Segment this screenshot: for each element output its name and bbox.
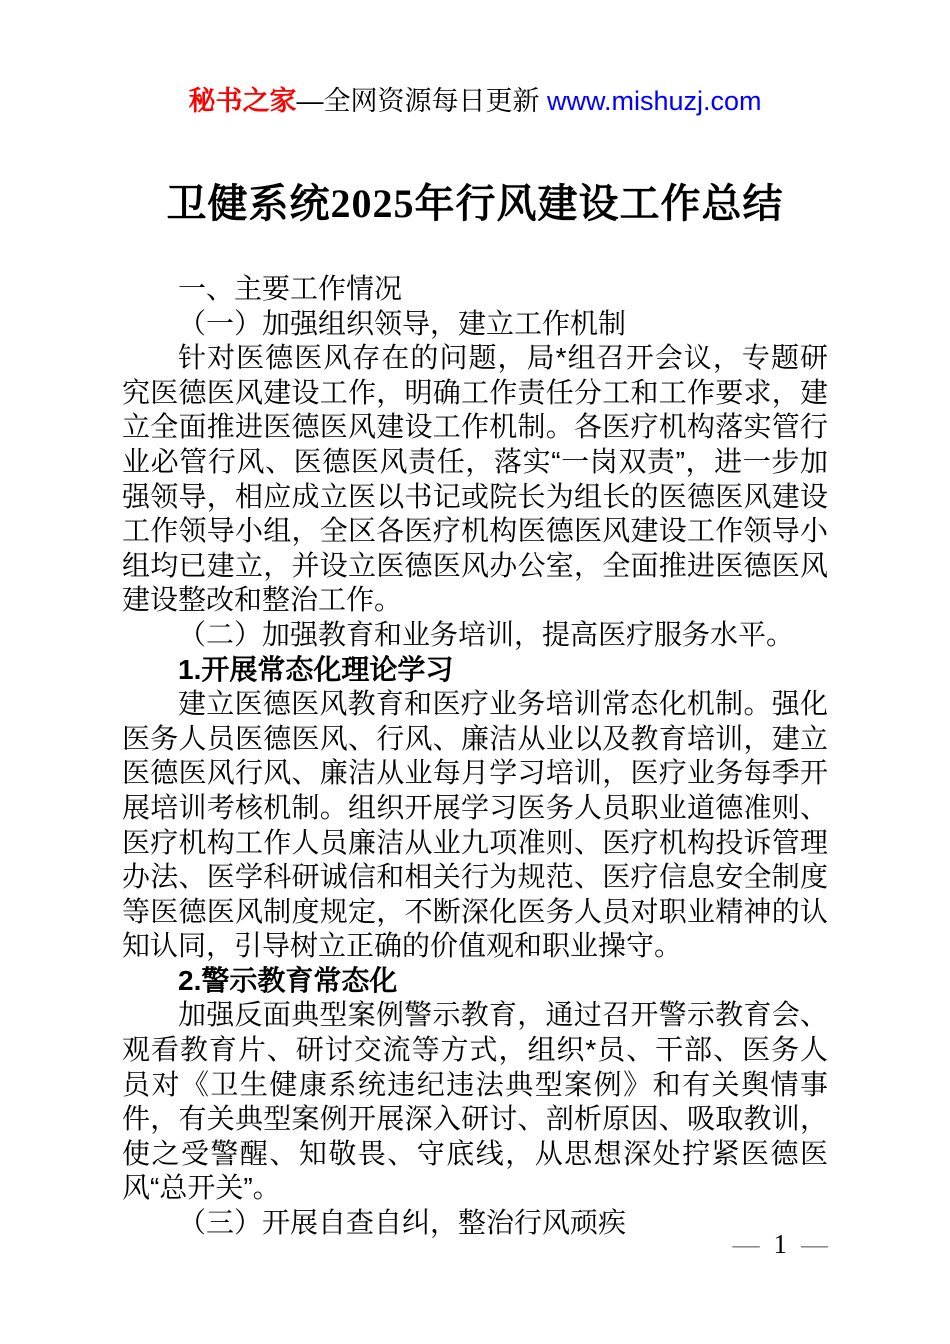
section-heading-1: 一、主要工作情况 [178,273,403,304]
numbered-heading-1: 1.开展常态化理论学习 [178,653,454,685]
paragraph-body-1: 针对医德医风存在的问题，局*组召开会议，专题研究医德医风建设工作，明确工作责任分工和工作要求，建立全面推进医德医风建设工作机制。各医疗机构落实管行业必管行风、医德医风责任，落实“一岗双责”，进一步加强领导，相应成立医以书记或院长为组长的医德医风建设工作领导小组，全区各医疗机构医德医风建设工作领导小组均已建立，并设立医德医风办公室，全面推进医德医风建设整改和整治工作。 [122,342,828,616]
numbered-heading-2: 2.警示教育常态化 [178,964,398,996]
subsection-heading-1-2: （二）加强教育和业务培训，提高医疗服务水平。 [178,618,795,650]
document-body [122,272,828,1241]
document-title: 卫健系统2025年行风建设工作总结 [166,181,784,226]
brand-name: 秘书之家 [188,86,297,116]
page-number-dash-right: — [801,1229,828,1259]
paragraph-body-3: 加强反面典型案例警示教育，通过召开警示教育会、观看教育片、研讨交流等方式，组织*员、干部、医务人员对《卫生健康系统违纪违法典型案例》和有关舆情事件，有关典型案例开展深入研讨、剖析原因、吸取教训，使之受警醒、知敬畏、守底线，从思想深处拧紧医德医风“总开关”。 [122,999,828,1204]
paragraph-body-2: 建立医德医风教育和医疗业务培训常态化机制。强化医务人员医德医风、行风、廉洁从业以及教育培训，建立医德医风行风、廉洁从业每月学习培训，医疗业务每季开展培训考核机制。组织开展学习医务人员职业道德准则、医疗机构工作人员廉洁从业九项准则、医疗机构投诉管理办法、医学科研诚信和相关行为规范、医疗信息安全制度等医德医风制度规定，不断深化医务人员对职业精神的认知认同，引导树立正确的价值观和职业操守。 [122,688,828,962]
page-number: 1 [773,1229,787,1259]
subsection-heading-1-1: （一）加强组织领导，建立工作机制 [178,307,627,339]
site-url-link[interactable]: www.mishuzj.com [546,86,762,116]
header-tagline: —全网资源每日更新 [296,86,547,116]
subsection-heading-1-3: （三）开展自查自纠，整治行风顽疾 [178,1207,627,1239]
page-footer [0,1228,828,1260]
page-number-dash-left: — [732,1229,760,1259]
site-header [0,84,950,118]
